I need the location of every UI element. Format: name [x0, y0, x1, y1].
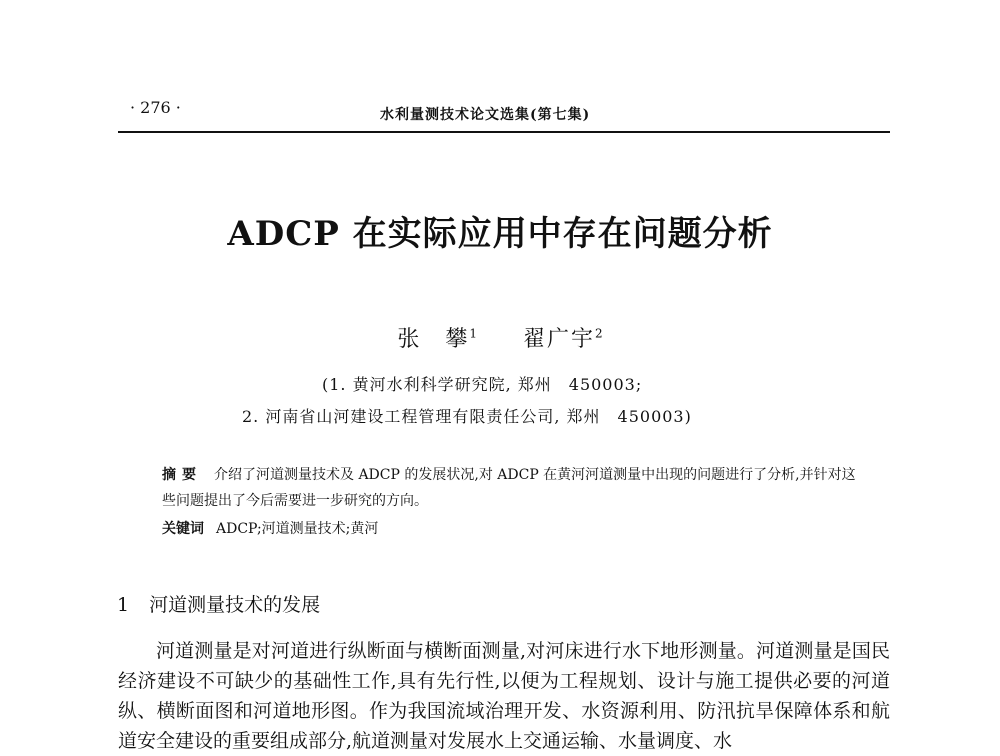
author-name: 翟广宇: [523, 327, 596, 352]
section-title: 河道测量技术的发展: [149, 594, 321, 616]
abstract: [162, 462, 862, 514]
author-name: 张 攀: [397, 327, 470, 352]
affiliation-line: (1. 黄河水利科学研究院, 郑州 450003;: [322, 375, 643, 394]
section-heading: [117, 590, 320, 617]
author-affil-mark: 1: [469, 326, 477, 341]
author-line: [0, 322, 1000, 353]
keywords-text: ADCP;河道测量技术;黄河: [216, 521, 379, 537]
journal-title: 水利量测技术论文选集(第七集): [380, 107, 591, 123]
page-number: · 276 ·: [130, 98, 181, 117]
abstract-label: 摘要: [162, 467, 202, 483]
header-rule: [118, 131, 890, 133]
author-affil-mark: 2: [595, 326, 603, 341]
affiliation-line: 2. 河南省山河建设工程管理有限责任公司, 郑州 450003): [242, 407, 692, 426]
body-paragraph: 河道测量是对河道进行纵断面与横断面测量,对河床进行水下地形测量。河道测量是国民经济建设不可缺少的基础性工作,具有先行性,以便为工程规划、设计与施工提供必要的河道纵、横断面图和河道地形图。作为我国流域治理开发、水资源利用、防汛抗旱保障体系和航道安全建设的重要组成部分,航道测量对发展水上交通运输、水量调度、水: [118, 640, 890, 752]
keywords-label: 关键词: [162, 521, 204, 537]
paper-title: ADCP 在实际应用中存在问题分析: [227, 214, 773, 254]
keywords: [162, 518, 378, 538]
abstract-text: 介绍了河道测量技术及 ADCP 的发展状况,对 ADCP 在黄河河道测量中出现的问题进行了分析,并针对这些问题提出了今后需要进一步研究的方向。: [162, 467, 856, 509]
section-number: 1: [117, 594, 130, 616]
